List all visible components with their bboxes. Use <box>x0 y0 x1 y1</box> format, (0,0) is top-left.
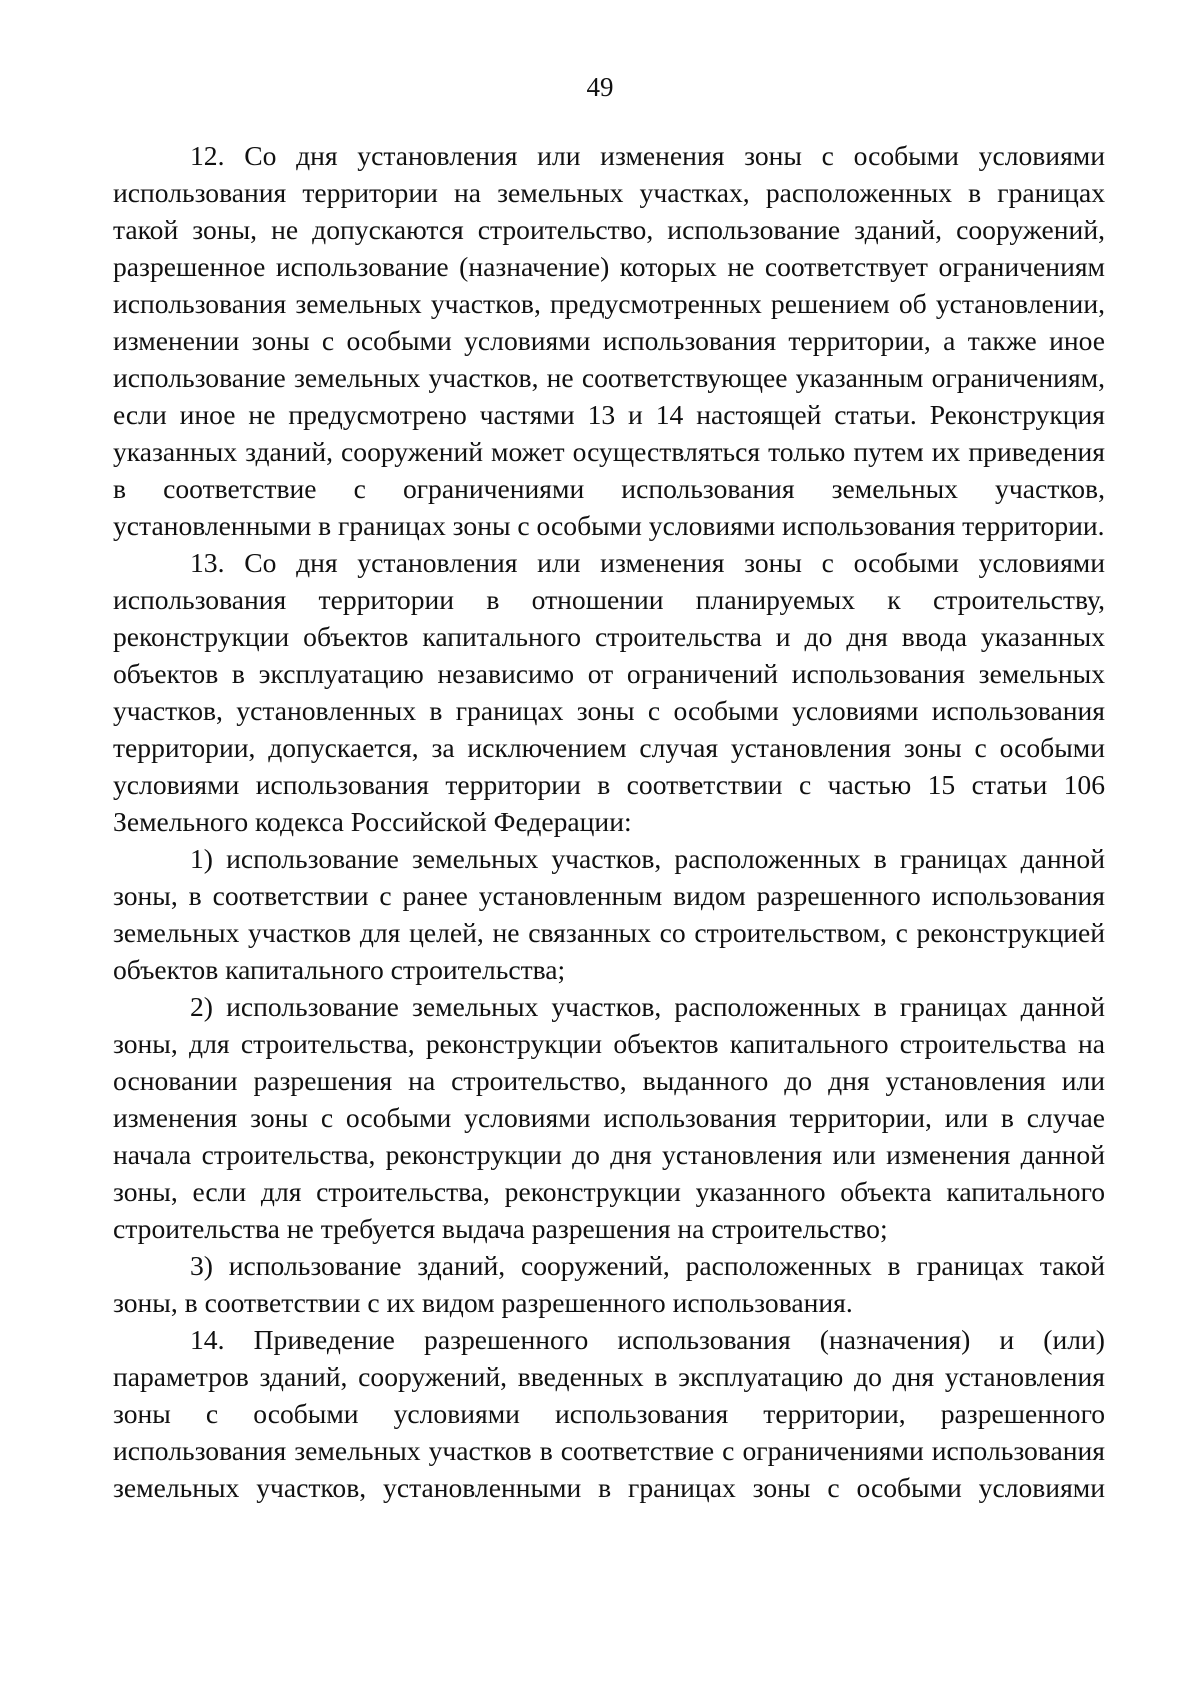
paragraph-13: 13. Со дня установления или изменения зоны с особыми условиями использования территории в отношении планируемых к строительству, реконструкции объектов капитального строительства и до дня ввода указанных объектов в эксплуатацию независимо от ограничений использования земельных участков, установленных в границах зоны с особыми условиями использования территории, допускается, за исключением случая установления зоны с особыми условиями использования территории в соответствии с частью 15 статьи 106 Земельного кодекса Российской Федерации: <box>113 547 1105 837</box>
list-item-2: 2) использование земельных участков, расположенных в границах данной зоны, для строительства, реконструкции объектов капитального строительства на основании разрешения на строительство, выданного до дня установления или изменения зоны с особыми условиями использования территории, или в случае начала строительства, реконструкции до дня установления или изменения данной зоны, если для строительства, реконструкции указанного объекта капитального строительства не требуется выдача разрешения на строительство; <box>113 991 1105 1244</box>
list-item-1: 1) использование земельных участков, расположенных в границах данной зоны, в соответствии с ранее установленным видом разрешенного использования земельных участков для целей, не связанных со строительством, с реконструкцией объектов капитального строительства; <box>113 843 1105 985</box>
paragraph-12: 12. Со дня установления или изменения зоны с особыми условиями использования территории на земельных участках, расположенных в границах такой зоны, не допускаются строительство, использование зданий, сооружений, разрешенное использование (назначение) которых не соответствует ограничениям использования земельных участков, предусмотренных решением об установлении, изменении зоны с особыми условиями использования территории, а также иное использование земельных участков, не соответствующее указанным ограничениям, если иное не предусмотрено частями 13 и 14 настоящей статьи. Реконструкция указанных зданий, сооружений может осуществляться только путем их приведения в соответствие с ограничениями использования земельных участков, установленными в границах зоны с особыми условиями использования территории. <box>113 140 1105 541</box>
paragraph-14: 14. Приведение разрешенного использования (назначения) и (или) параметров зданий, сооружений, введенных в эксплуатацию до дня установления зоны с особыми условиями использования территории, разрешенного использования земельных участков в соответствие с ограничениями использования земельных участков, установленными в границах зоны с особыми условиями <box>113 1324 1105 1503</box>
list-item-3: 3) использование зданий, сооружений, расположенных в границах такой зоны, в соответствии с их видом разрешенного использования. <box>113 1250 1105 1318</box>
document-body <box>113 137 1105 1506</box>
page-number: 49 <box>586 72 614 102</box>
